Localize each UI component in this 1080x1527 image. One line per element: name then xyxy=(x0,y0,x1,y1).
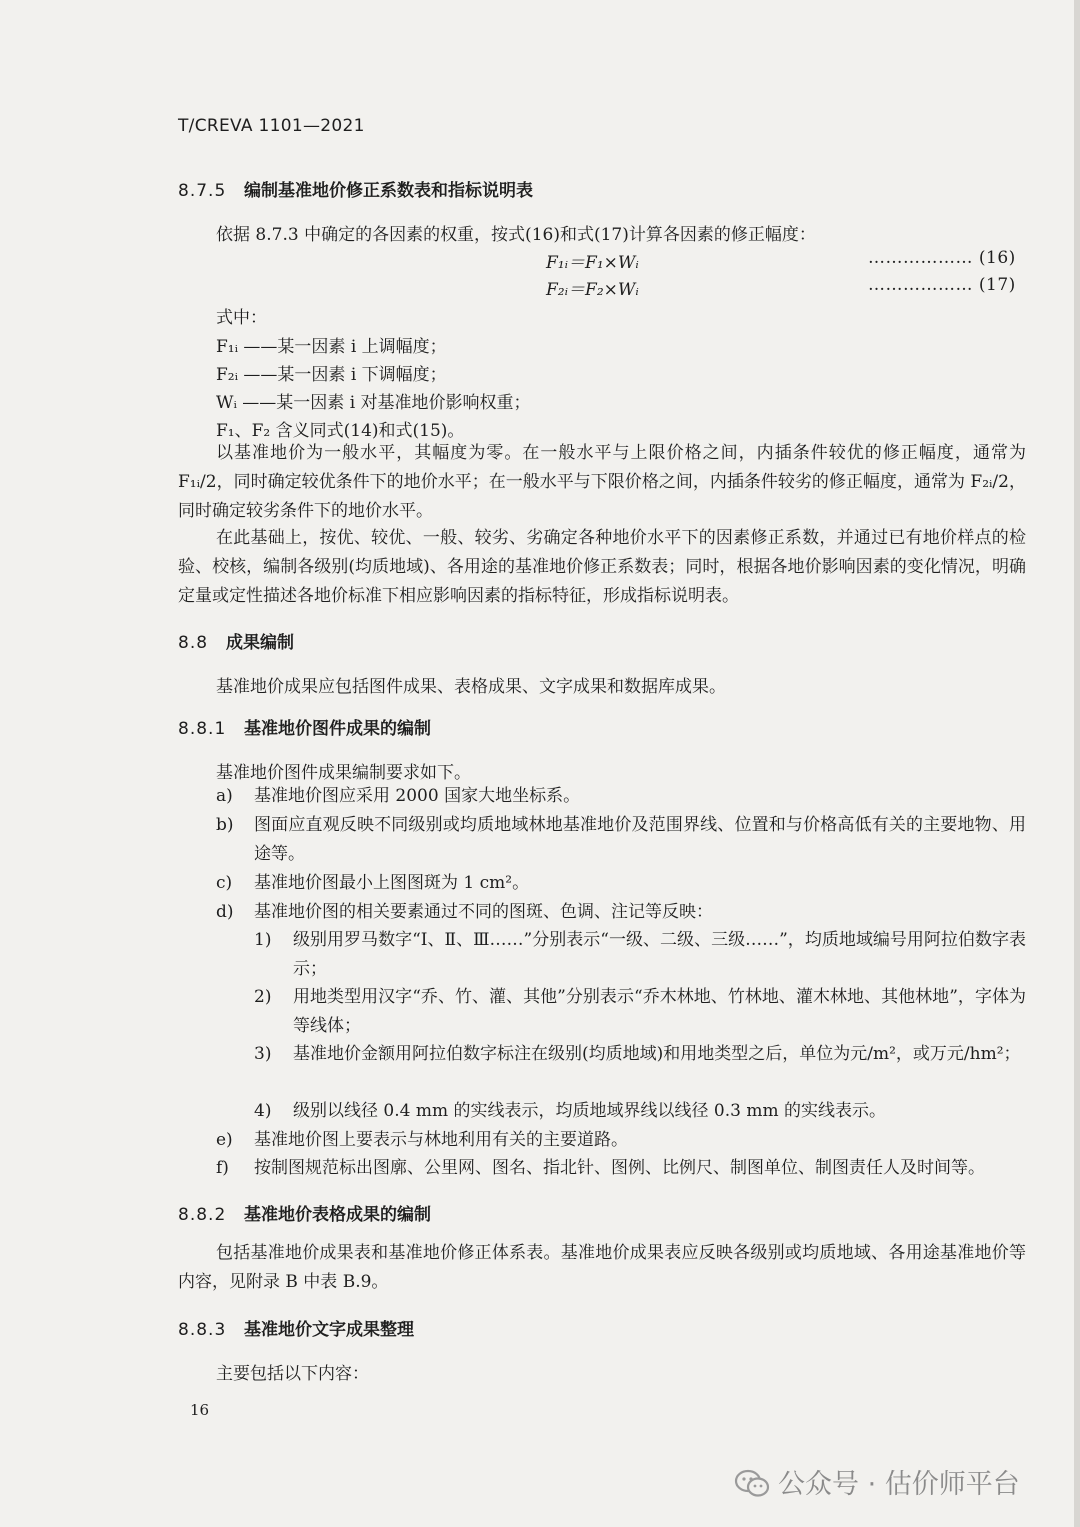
paragraph: 基准地价图件成果编制要求如下。 xyxy=(216,763,471,783)
list-label: b) xyxy=(216,815,234,835)
list-label: d) xyxy=(216,902,234,922)
sublist-item xyxy=(254,926,1026,984)
section-8-8-heading xyxy=(178,628,294,653)
sublist-text: 用地类型用汉字“乔、竹、灌、其他”分别表示“乔木林地、竹林地、灌木林地、其他林地”，字体为等线体； xyxy=(293,987,1026,1036)
list-item xyxy=(216,898,1026,927)
section-number: 8.8.3 xyxy=(178,1320,227,1340)
list-item xyxy=(216,1126,1026,1155)
list-label: e) xyxy=(216,1130,233,1150)
watermark xyxy=(734,1462,1020,1501)
where-label: 式中： xyxy=(216,308,267,328)
paragraph: 主要包括以下内容： xyxy=(216,1364,369,1384)
formula-16: F₁ᵢ＝F₁×Wᵢ xyxy=(546,253,639,273)
list-text: 基准地价图应采用 2000 国家大地坐标系。 xyxy=(254,786,581,806)
section-title: 基准地价图件成果的编制 xyxy=(244,719,431,739)
section-title: 编制基准地价修正系数表和指标说明表 xyxy=(244,181,533,201)
list-item xyxy=(216,869,1026,898)
sublist-text: 基准地价金额用阿拉伯数字标注在级别(均质地域)和用地类型之后，单位为元/m²，或万元/hm²； xyxy=(293,1044,1021,1064)
section-title: 成果编制 xyxy=(226,633,294,653)
definition-item: F₁、F₂ 含义同式(14)和式(15)。 xyxy=(216,421,465,441)
sublist-item xyxy=(254,983,1026,1041)
paragraph: 包括基准地价成果表和基准地价修正体系表。基准地价成果表应反映各级别或均质地域、各用途基准地价等内容，见附录 B 中表 B.9。 xyxy=(178,1243,1026,1292)
definition-item: Wᵢ ——某一因素 i 对基准地价影响权重； xyxy=(216,393,531,413)
list-text: 图面应直观反映不同级别或均质地域林地基准地价及范围界线、位置和与价格高低有关的主要地物、用途等。 xyxy=(254,815,1026,864)
section-title: 基准地价表格成果的编制 xyxy=(244,1205,431,1225)
list-label: f) xyxy=(216,1158,229,1178)
list-text: 基准地价图最小上图图斑为 1 cm²。 xyxy=(254,873,530,893)
sublist-label: 1) xyxy=(254,930,272,950)
section-8-8-2-heading xyxy=(178,1200,431,1225)
paragraph: 在此基础上，按优、较优、一般、较劣、劣确定各种地价水平下的因素修正系数，并通过已有地价样点的检验、校核，编制各级别(均质地域)、各用途的基准地价修正系数表；同时，根据各地价影响因素的变化情况，明确定量或定性描述各地价标准下相应影响因素的指标特征，形成指标说明表。 xyxy=(178,528,1026,606)
equation-number-16: ……………… (16) xyxy=(868,248,1016,268)
section-8-7-5-heading xyxy=(178,176,533,201)
sublist-label: 2) xyxy=(254,987,272,1007)
section-number: 8.7.5 xyxy=(178,181,227,201)
sublist-text: 级别用罗马数字“Ⅰ、Ⅱ、Ⅲ……”分别表示“一级、二级、三级……”，均质地域编号用阿拉伯数字表示； xyxy=(293,930,1026,979)
formula-17: F₂ᵢ＝F₂×Wᵢ xyxy=(546,280,639,300)
sublist-item xyxy=(254,1040,1026,1069)
list-item xyxy=(216,1154,1026,1183)
section-8-8-3-heading xyxy=(178,1315,414,1340)
paragraph: 基准地价成果应包括图件成果、表格成果、文字成果和数据库成果。 xyxy=(216,677,726,697)
list-item xyxy=(216,811,1026,869)
sublist-item xyxy=(254,1097,1026,1126)
paragraph-intro: 依据 8.7.3 中确定的各因素的权重，按式(16)和式(17)计算各因素的修正幅度： xyxy=(216,225,816,245)
definition-item: F₂ᵢ ——某一因素 i 下调幅度； xyxy=(216,365,447,385)
page-number: 16 xyxy=(190,1401,210,1419)
definition-item: F₁ᵢ ——某一因素 i 上调幅度； xyxy=(216,337,447,357)
list-label: a) xyxy=(216,786,233,806)
section-number: 8.8.1 xyxy=(178,719,227,739)
sublist-text: 级别以线径 0.4 mm 的实线表示，均质地域界线以线径 0.3 mm 的实线表示。 xyxy=(293,1101,886,1121)
paragraph: 以基准地价为一般水平，其幅度为零。在一般水平与上限价格之间，内插条件较优的修正幅度，通常为 F₁ᵢ/2，同时确定较优条件下的地价水平；在一般水平与下限价格之间，内插条件较劣的修正幅度，通常为 F₂ᵢ/2，同时确定较劣条件下的地价水平。 xyxy=(178,443,1026,521)
list-text: 基准地价图的相关要素通过不同的图斑、色调、注记等反映： xyxy=(254,902,713,922)
section-number: 8.8.2 xyxy=(178,1205,227,1225)
equation-number-17: ……………… (17) xyxy=(868,275,1016,295)
watermark-text: 公众号 · 估价师平台 xyxy=(778,1469,1020,1500)
wechat-icon xyxy=(734,1469,770,1499)
section-title: 基准地价文字成果整理 xyxy=(244,1320,414,1340)
section-8-8-1-heading xyxy=(178,714,431,739)
list-item xyxy=(216,782,1026,811)
standard-number: T/CREVA 1101—2021 xyxy=(178,116,365,136)
list-label: c) xyxy=(216,873,233,893)
section-number: 8.8 xyxy=(178,633,209,653)
sublist-label: 4) xyxy=(254,1101,272,1121)
list-text: 基准地价图上要表示与林地利用有关的主要道路。 xyxy=(254,1130,628,1150)
list-text: 按制图规范标出图廓、公里网、图名、指北针、图例、比例尺、制图单位、制图责任人及时间等。 xyxy=(254,1158,985,1178)
sublist-label: 3) xyxy=(254,1044,272,1064)
page-edge xyxy=(1074,0,1080,1527)
